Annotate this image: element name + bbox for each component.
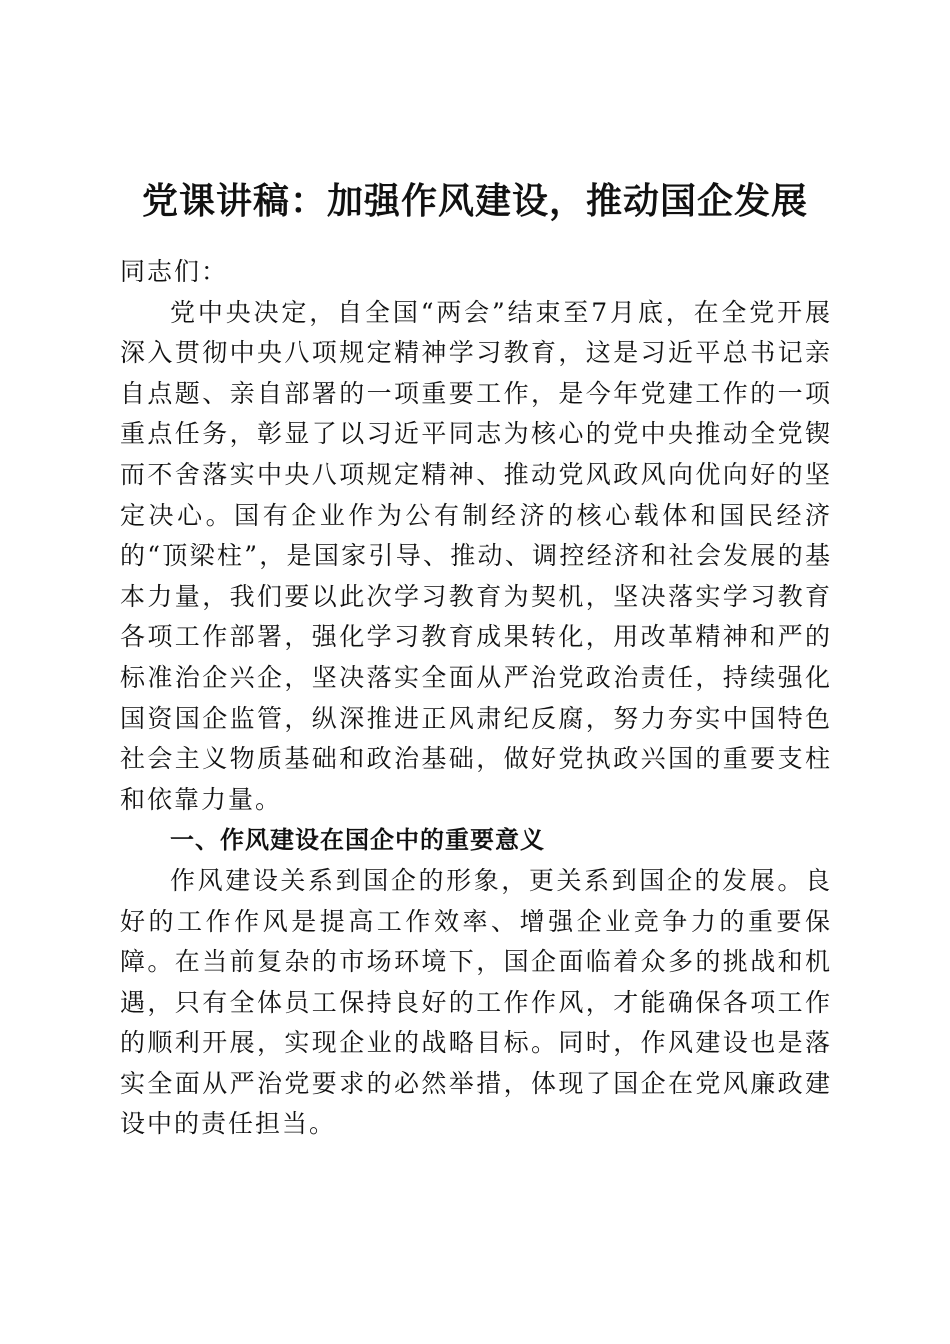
section-heading: 一、作风建设在国企中的重要意义 — [170, 826, 545, 855]
salutation: 同志们： — [120, 257, 229, 286]
section-paragraph: 作风建设关系到国企的形象，更关系到国企的发展。良好的工作作风是提高工作效率、增强企业竞争力的重要保障。在当前复杂的市场环境下，国企面临着众多的挑战和机遇，只有全体员工保持良好的工作作风，才能确保各项工作的顺利开展，实现企业的战略目标。同时，作风建设也是落实全面从严治党要求的必然举措，体现了国企在党风廉政建设中的责任担当。 — [120, 865, 832, 1139]
document-title: 党课讲稿：加强作风建设，推动国企发展 — [141, 180, 808, 222]
intro-paragraph: 党中央决定，自全国“两会”结束至7月底，在全党开展深入贯彻中央八项规定精神学习教育，这是习近平总书记亲自点题、亲自部署的一项重要工作，是今年党建工作的一项重点任务，彰显了以习近平同志为核心的党中央推动全党锲而不舍落实中央八项规定精神、推动党风政风向优向好的坚定决心。国有企业作为公有制经济的核心载体和国民经济的“顶梁柱”，是国家引导、推动、调控经济和社会发展的基本力量，我们要以此次学习教育为契机，坚决落实学习教育各项工作部署，强化学习教育成果转化，用改革精神和严的标准治企兴企，坚决落实全面从严治党政治责任，持续强化国资国企监管，纵深推进正风肃纪反腐，努力夯实中国特色社会主义物质基础和政治基础，做好党执政兴国的重要支柱和依靠力量。 — [120, 297, 832, 814]
document-body — [120, 252, 832, 1145]
